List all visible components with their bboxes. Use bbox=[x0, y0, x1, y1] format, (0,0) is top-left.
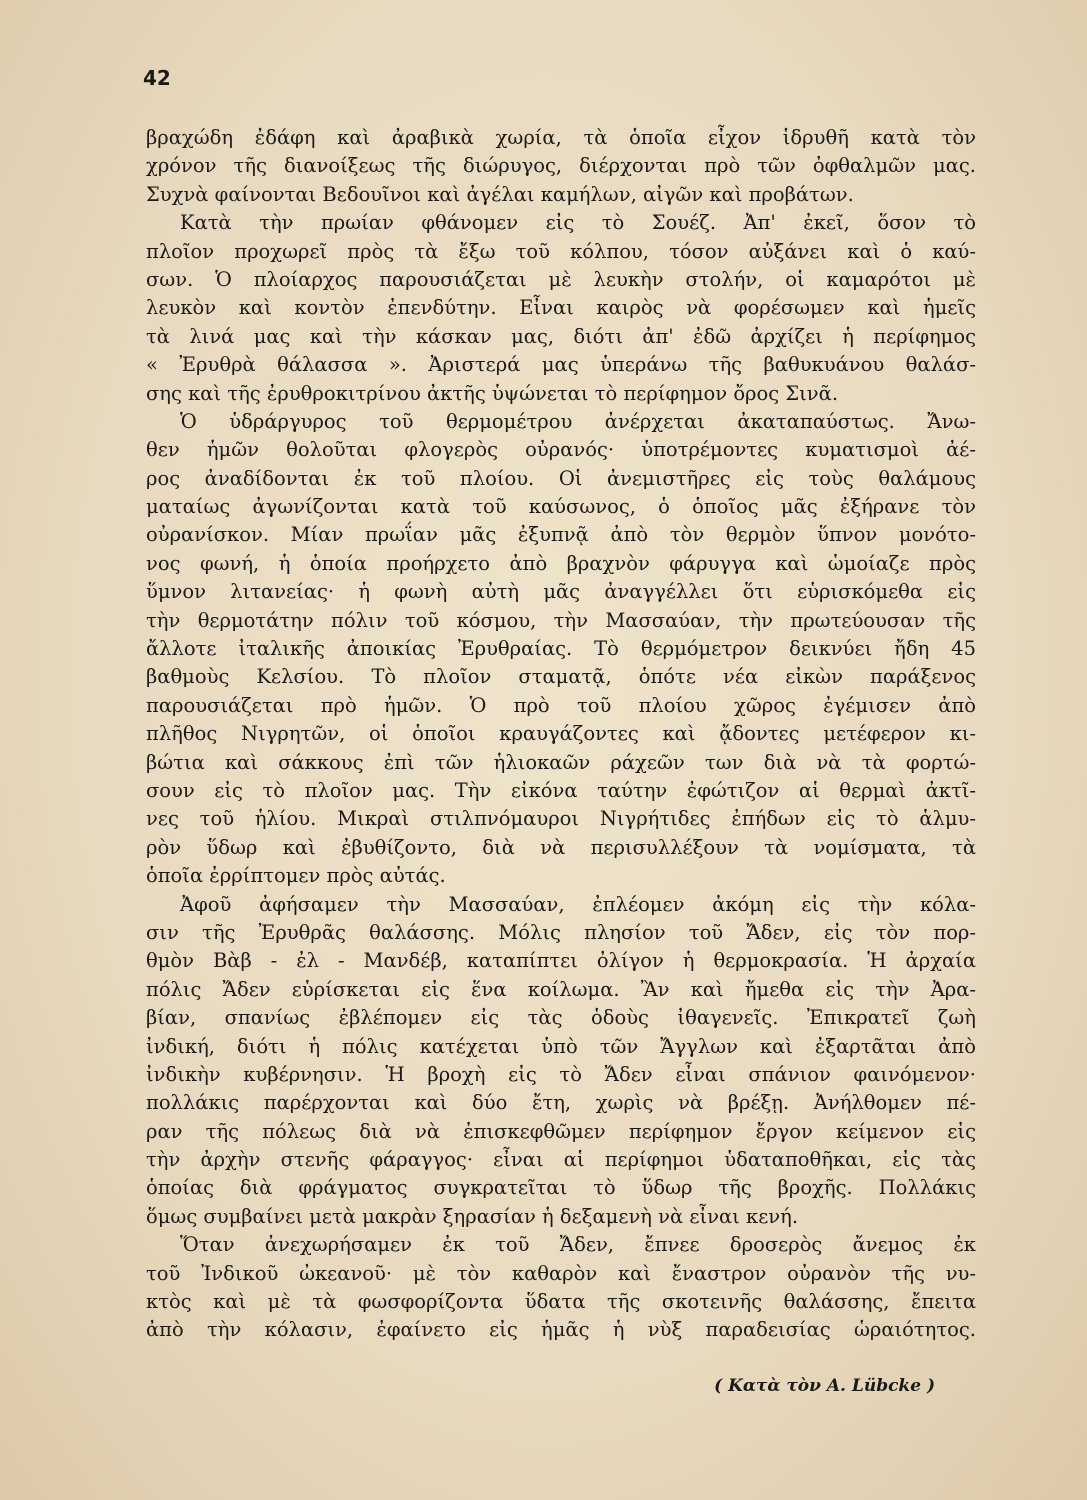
text-line: βώτια καὶ σάκκους ἐπὶ τῶν ἡλιοκαῶν ράχεῶν των διὰ νὰ τὰ φορτώ- bbox=[146, 750, 976, 774]
text-line: νες τοῦ ἡλίου. Μικραὶ στιλπνόμαυροι Νιγρήτιδες ἐπήδων εἰς τὸ ἁλμυ- bbox=[146, 807, 976, 831]
text-line: « Ἐρυθρὰ θάλασσα ». Ἀριστερά μας ὑπεράνω τῆς βαθυκυάνου θαλάσ- bbox=[146, 353, 976, 377]
text-line: ἰνδική, διότι ἡ πόλις κατέχεται ὑπὸ τῶν Ἄγγλων καὶ ἐξαρτᾶται ἀπὸ bbox=[146, 1034, 976, 1058]
text-line: ὁποῖα ἐρρίπτομεν πρὸς αὐτάς. bbox=[146, 864, 446, 888]
text-line: βίαν, σπανίως ἐβλέπομεν εἰς τὰς ὁδοὺς ἰθαγενεῖς. Ἐπικρατεῖ ζωὴ bbox=[146, 1006, 976, 1030]
text-line: σουν εἰς τὸ πλοῖον μας. Τὴν εἰκόνα ταύτην ἐφώτιζον αἱ θερμαὶ ἀκτῖ- bbox=[146, 778, 976, 802]
text-line: ἀπὸ τὴν κόλασιν, ἐφαίνετο εἰς ἡμᾶς ἡ νὺξ παραδεισίας ὡραιότητος. bbox=[146, 1318, 976, 1342]
text-line: ὁποίας διὰ φράγματος συγκρατεῖται τὸ ὕδωρ τῆς βροχῆς. Πολλάκις bbox=[146, 1176, 976, 1200]
text-line: τὴν ἀρχὴν στενῆς φάραγγος· εἶναι αἱ περίφημοι ὑδαταποθῆκαι, εἰς τὰς bbox=[146, 1148, 976, 1172]
text-line: ρὸν ὕδωρ καὶ ἐβυθίζοντο, διὰ νὰ περισυλλέξουν τὰ νομίσματα, τὰ bbox=[146, 835, 976, 859]
page-number: 42 bbox=[143, 66, 171, 90]
text-line: τὴν θερμοτάτην πόλιν τοῦ κόσμου, τὴν Μασσαύαν, τὴν πρωτεύουσαν τῆς bbox=[146, 608, 976, 632]
text-line: Κατὰ τὴν πρωίαν φθάνομεν εἰς τὸ Σουέζ. Ἀπ' ἐκεῖ, ὅσον τὸ bbox=[180, 211, 976, 235]
text-line: ὅμως συμβαίνει μετὰ μακρὰν ξηρασίαν ἡ δεξαμενὴ νὰ εἶναι κενή. bbox=[146, 1204, 799, 1228]
text-line: πολλάκις παρέρχονται καὶ δύο ἔτη, χωρὶς νὰ βρέξῃ. Ἀνήλθομεν πέ- bbox=[146, 1091, 976, 1115]
text-line: Ὅταν ἀνεχωρήσαμεν ἐκ τοῦ Ἄδεν, ἔπνεε δροσερὸς ἄνεμος ἐκ bbox=[180, 1233, 976, 1257]
body-text bbox=[146, 124, 976, 1345]
text-line: ὕμνον λιτανείας· ἡ φωνὴ αὐτὴ μᾶς ἀναγγέλλει ὅτι εὑρισκόμεθα εἰς bbox=[146, 580, 976, 604]
text-line: σης καὶ τῆς ἐρυθροκιτρίνου ἀκτῆς ὑψώνεται τὸ περίφημον ὄρος Σινᾶ. bbox=[146, 381, 839, 405]
text-line: κτὸς καὶ μὲ τὰ φωσφορίζοντα ὕδατα τῆς σκοτεινῆς θαλάσσης, ἔπειτα bbox=[146, 1290, 976, 1314]
text-line: ματαίως ἀγωνίζονται κατὰ τοῦ καύσωνος, ὁ ὁποῖος μᾶς ἐξήρανε τὸν bbox=[146, 495, 976, 519]
text-line: πλῆθος Νιγρητῶν, οἱ ὁποῖοι κραυγάζοντες καὶ ᾄδοντες μετέφερον κι- bbox=[146, 722, 976, 746]
author-credit: ( Κατὰ τὸν Α. Lübcke ) bbox=[714, 1376, 935, 1396]
text-line: ἄλλοτε ἰταλικῆς ἀποικίας Ἐρυθραίας. Τὸ θερμόμετρον δεικνύει ἤδη 45 bbox=[146, 637, 976, 661]
text-line: πόλις Ἄδεν εὑρίσκεται εἰς ἕνα κοίλωμα. Ἂν καὶ ἤμεθα εἰς τὴν Ἀρα- bbox=[146, 977, 976, 1001]
text-line: οὐρανίσκον. Μίαν πρωΐαν μᾶς ἐξυπνᾷ ἀπὸ τὸν θερμὸν ὕπνον μονότο- bbox=[146, 523, 976, 547]
text-line: θμὸν Βὰβ - ἐλ - Μανδέβ, καταπίπτει ὀλίγον ἡ θερμοκρασία. Ἡ ἀρχαία bbox=[146, 949, 976, 973]
text-line: χρόνον τῆς διανοίξεως τῆς διώρυγος, διέρχονται πρὸ τῶν ὀφθαλμῶν μας. bbox=[146, 154, 976, 178]
text-line: τὰ λινά μας καὶ τὴν κάσκαν μας, διότι ἀπ' ἐδῶ ἀρχίζει ἡ περίφημος bbox=[146, 324, 976, 348]
text-line: σιν τῆς Ἐρυθρᾶς θαλάσσης. Μόλις πλησίον τοῦ Ἄδεν, εἰς τὸν πορ- bbox=[146, 920, 976, 944]
text-line: Συχνὰ φαίνονται Βεδουῖνοι καὶ ἀγέλαι καμήλων, αἰγῶν καὶ προβάτων. bbox=[146, 182, 854, 206]
text-line: ἰνδικὴν κυβέρνησιν. Ἡ βροχὴ εἰς τὸ Ἄδεν εἶναι σπάνιον φαινόμενον· bbox=[146, 1062, 976, 1086]
text-line: πλοῖον προχωρεῖ πρὸς τὰ ἔξω τοῦ κόλπου, τόσον αὐξάνει καὶ ὁ καύ- bbox=[146, 239, 976, 263]
text-line: τοῦ Ἰνδικοῦ ὠκεανοῦ· μὲ τὸν καθαρὸν καὶ ἔναστρον οὐρανὸν τῆς νυ- bbox=[146, 1261, 976, 1285]
text-line: βαθμοὺς Κελσίου. Τὸ πλοῖον σταματᾷ, ὁπότε νέα εἰκὼν παράξενος bbox=[146, 665, 976, 689]
text-line: ρος ἀναδίδονται ἐκ τοῦ πλοίου. Οἱ ἀνεμιστῆρες εἰς τοὺς θαλάμους bbox=[146, 466, 976, 490]
text-line: σων. Ὁ πλοίαρχος παρουσιάζεται μὲ λευκὴν στολήν, οἱ καμαρότοι μὲ bbox=[146, 267, 976, 291]
text-line: Ἀφοῦ ἀφήσαμεν τὴν Μασσαύαν, ἐπλέομεν ἀκόμη εἰς τὴν κόλα- bbox=[180, 892, 976, 916]
text-line: βραχώδη ἐδάφη καὶ ἀραβικὰ χωρία, τὰ ὁποῖα εἶχον ἱδρυθῆ κατὰ τὸν bbox=[146, 126, 976, 149]
text-line: λευκὸν καὶ κοντὸν ἐπενδύτην. Εἶναι καιρὸς νὰ φορέσωμεν καὶ ἡμεῖς bbox=[146, 296, 976, 320]
text-line: Ὁ ὑδράργυρος τοῦ θερμομέτρου ἀνέρχεται ἀκαταπαύστως. Ἄνω- bbox=[180, 409, 976, 433]
text-line: παρουσιάζεται πρὸ ἡμῶν. Ὁ πρὸ τοῦ πλοίου χῶρος ἐγέμισεν ἀπὸ bbox=[146, 693, 976, 717]
text-line: νος φωνή, ἡ ὁποία προήρχετο ἀπὸ βραχνὸν φάρυγγα καὶ ὡμοίαζε πρὸς bbox=[146, 551, 976, 575]
text-line: ραν τῆς πόλεως διὰ νὰ ἐπισκεφθῶμεν περίφημον ἔργον κείμενον εἰς bbox=[146, 1119, 976, 1143]
text-line: θεν ἡμῶν θολοῦται φλογερὸς οὐρανός· ὑποτρέμοντες κυματισμοὶ ἀέ- bbox=[146, 438, 976, 462]
